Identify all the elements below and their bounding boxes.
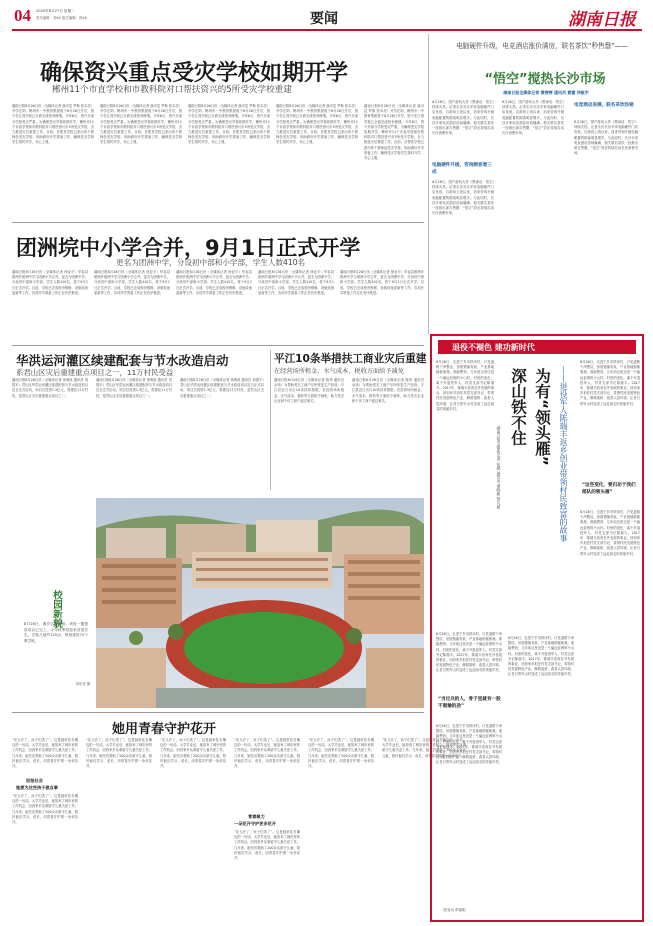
article-5-body-col1b: “花儿开了，孩子们笑了”。这是她常挂在嘴边的一句话。大学毕业后，她放弃了城市里的工作机会，回到家乡从事留守儿童关爱工作。几年来，她先后帮助了200余名留守儿童，陪伴他们学习、成长，用青春守护着一朵朵花开。 bbox=[12, 794, 78, 825]
feature-quote-2: “这些变化，要归功于我们部队的领头雁” bbox=[582, 483, 636, 495]
photo-label: 校园新貌 bbox=[51, 590, 62, 628]
article-1 bbox=[12, 34, 424, 220]
news-title: “悟空”搅热长沙市场 bbox=[484, 72, 606, 87]
photo-caption: 8月26日，湘乡弘毅学校。该校一期建设项目已完工，今年秋季将迎来首批学生。学校占地约120亩，规划建设72个教学班。 bbox=[24, 622, 88, 643]
news-body-col3: 8月26日，国产游戏大作《黑神话：悟空》持续火热。记者走访长沙多家电脑硬件门店发现，自游戏上线以来，前来咨询升级电脑配置的顾客明显增多。与此同时，长沙多家电竞酒店房间爆满，相关联名茶饮一经推出即告售罄，“悟空”效应持续拉动长沙消费市场。 bbox=[574, 120, 638, 156]
news-body-col2: 8月26日，国产游戏大作《黑神话：悟空》持续火热。记者走访长沙多家电脑硬件门店发现，自游戏上线以来，前来咨询升级电脑配置的顾客明显增多。与此同时，长沙多家电竞酒店房间爆满，相关联名茶饮一经推出即告售罄，“悟空”效应持续拉动长沙消费市场。 bbox=[502, 100, 564, 136]
article-2-subtitle: 更名为团洲中学，分设初中部和小学部，学生人数410名 bbox=[116, 258, 306, 267]
article-2-body-col1: 湖南日报8月26日讯（全媒体记者 徐亚平）华容县团洲乡团洲中学与团洲小学合并，更名为团洲中学，分设初中部和小学部，学生人数410名，将于9月1日正式开学。目前，学校已完成校舍维修、设施设备更新等工作，各项开学准备工作正在有序推进。 bbox=[12, 270, 88, 295]
divider-3 bbox=[270, 350, 271, 490]
article-1-body-col5: 湖南日报8月26日讯（全媒体记者 谢可昆 罗斯 张本亮）开学在即，郴州市一中教育集团将于8月28日开学，资兴东江湾学校已全面完成校舍修缮。今年8月，资兴市部分学校受灾严重。为确保受灾学校如期开学，郴州市11个市直学校和市教科院对口帮扶资兴市5所受灾学校，全力推进灾后重建工作。目前，各帮扶学校已派出骨干教师赴受灾学校，协助做好开学准备工作，确保受灾学校学生按时开学、安心上课。 bbox=[364, 104, 424, 161]
article-3-title: 华洪运河灌区续建配套与节水改造启动 bbox=[16, 353, 229, 368]
article-2-body-col3: 湖南日报8月26日讯（全媒体记者 徐亚平）华容县团洲乡团洲中学与团洲小学合并，更名为团洲中学，分设初中部和小学部，学生人数410名，将于9月1日正式开学。目前，学校已完成校舍维修、设施设备更新等工作，各项开学准备工作正在有序推进。 bbox=[176, 270, 252, 295]
divider-4 bbox=[12, 712, 424, 713]
feature-body-col2: 8月26日，走进宁乡市铁冲村，只见道路干净整洁，房屋错落有致，产业基地郁郁葱葱。谁能想到，几年前这里还是一个偏远贫困的小山村。村里的变化，离不开退役军人、村党支部书记陈瑞丰。2017年，陈瑞丰放弃在外发展的事业，回到家乡担任村党支部书记，带领村民发展特色产业，修路架桥、改善人居环境，让昔日的穷山村变成了远近闻名的美丽乡村。 bbox=[508, 636, 574, 677]
news-section-1: 电脑硬件升级，咨询顾客增三成 bbox=[432, 163, 492, 175]
feature-body-col1b: 8月26日，走进宁乡市铁冲村，只见道路干净整洁，房屋错落有致，产业基地郁郁葱葱。谁能想到，几年前这里还是一个偏远贫困的小山村。村里的变化，离不开退役军人、村党支部书记陈瑞丰。2017年，陈瑞丰放弃在外发展的事业，回到家乡担任村党支部书记，带领村民发展特色产业，修路架桥、改善人居环境，让昔日的穷山村变成了远近闻名的美丽乡村。 bbox=[436, 632, 502, 673]
photo-block bbox=[12, 498, 424, 711]
article-2-title: 团洲垸中小学合并，9月1日正式开学 bbox=[16, 236, 361, 260]
article-1-body-col4: 湖南日报8月26日讯（全媒体记者 谢可昆 罗斯 张本亮）开学在即，郴州市一中教育集团将于8月28日开学，资兴东江湾学校已全面完成校舍修缮。今年8月，资兴市部分学校受灾严重。为确保受灾学校如期开学，郴州市11个市直学校和市教科院对口帮扶资兴市5所受灾学校，全力推进灾后重建工作。目前，各帮扶学校已派出骨干教师赴受灾学校，协助做好开学准备工作，确保受灾学校学生按时开学、安心上课。 bbox=[276, 104, 358, 145]
article-5-head-2: 她愿为这些孩子做点事 bbox=[16, 785, 58, 790]
article-1-subtitle: 郴州11个市直学校和市教科院对口帮扶资兴的5所受灾学校重建 bbox=[52, 85, 292, 95]
divider-1 bbox=[12, 222, 424, 223]
feature-byline: 湖南日报全媒体记者 张斌 通讯员 谭晓彬 曾凡斌 bbox=[497, 426, 502, 509]
article-5-body-col5: “花儿开了，孩子们笑了”。这是她常挂在嘴边的一句话。大学毕业后，她放弃了城市里的工作机会，回到家乡从事留守儿童关爱工作。几年来，她先后帮助了200余名留守儿童，陪伴他们学习、成长，用青春守护着一朵朵花开。 bbox=[308, 738, 374, 769]
article-1-body-col2: 湖南日报8月26日讯（全媒体记者 谢可昆 罗斯 张本亮）开学在即，郴州市一中教育集团将于8月28日开学，资兴东江湾学校已全面完成校舍修缮。今年8月，资兴市部分学校受灾严重。为确保受灾学校如期开学，郴州市11个市直学校和市教科院对口帮扶资兴市5所受灾学校，全力推进灾后重建工作。目前，各帮扶学校已派出骨干教师赴受灾学校，协助做好开学准备工作，确保受灾学校学生按时开学、安心上课。 bbox=[100, 104, 182, 145]
editors-line: 责任编辑：刘XX 版式编辑：郭XX bbox=[36, 16, 88, 20]
news-section-2: 电竞酒店房满，联名茶饮热销 bbox=[574, 103, 634, 108]
feature-subtitle: ——退役军人陈瑞丰返乡创业带领村民致富的故事 bbox=[559, 366, 568, 542]
feature-body-col1a: 8月26日，走进宁乡市铁冲村，只见道路干净整洁，房屋错落有致，产业基地郁郁葱葱。谁能想到，几年前这里还是一个偏远贫困的小山村。村里的变化，离不开退役军人、村党支部书记陈瑞丰。2017年，陈瑞丰放弃在外发展的事业，回到家乡担任村党支部书记，带领村民发展特色产业，修路架桥、改善人居环境，让昔日的穷山村变成了远近闻名的美丽乡村。 bbox=[436, 360, 494, 411]
campus-photo bbox=[96, 498, 424, 708]
article-5-body-col6: “花儿开了，孩子们笑了”。这是她常挂在嘴边的一句话。大学毕业后，她放弃了城市里的工作机会，回到家乡从事留守儿童关爱工作。几年来，她先后帮助了200余名留守儿童，陪伴他们学习、成长，用青春守护着一朵朵花开。 bbox=[382, 738, 466, 758]
feature-title-2: 为有“领头雁” bbox=[533, 368, 551, 466]
article-5-body-col4b: “花儿开了，孩子们笑了”。这是她常挂在嘴边的一句话。大学毕业后，她放弃了城市里的工作机会，回到家乡从事留守儿童关爱工作。几年来，她先后帮助了200余名留守儿童，陪伴他们学习、成长，用青春守护着一朵朵花开。 bbox=[234, 830, 300, 861]
news-body-col1a: 8月26日，国产游戏大作《黑神话：悟空》持续火热。记者走访长沙多家电脑硬件门店发现，自游戏上线以来，前来咨询升级电脑配置的顾客明显增多。与此同时，长沙多家电竞酒店房间爆满，相关联名茶饮一经推出即告售罄，“悟空”效应持续拉动长沙消费市场。 bbox=[432, 100, 494, 136]
article-5-body-col1: “花儿开了，孩子们笑了”。这是她常挂在嘴边的一句话。大学毕业后，她放弃了城市里的工作机会，回到家乡从事留守儿童关爱工作。几年来，她先后帮助了200余名留守儿童，陪伴他们学习、成长，用青春守护着一朵朵花开。 bbox=[12, 738, 78, 769]
feature-body-col3b: 8月26日，走进宁乡市铁冲村，只见道路干净整洁，房屋错落有致，产业基地郁郁葱葱。谁能想到，几年前这里还是一个偏远贫困的小山村。村里的变化，离不开退役军人、村党支部书记陈瑞丰。2017年，陈瑞丰放弃在外发展的事业，回到家乡担任村党支部书记，带领村民发展特色产业，修路架桥、改善人居环境，让昔日的穷山村变成了远近闻名的美丽乡村。 bbox=[580, 510, 640, 556]
article-5-body-col3: “花儿开了，孩子们笑了”。这是她常挂在嘴边的一句话。大学毕业后，她放弃了城市里的工作机会，回到家乡从事留守儿童关爱工作。几年来，她先后帮助了200余名留守儿童，陪伴他们学习、成长，用青春守护着一朵朵花开。 bbox=[160, 738, 226, 769]
article-4-body-col2: 湖南日报8月26日讯（全媒体记者 陈昂 通讯员 余伟）为帮助受灾工商户尽快恢复生产经营，平江县近日出台10条扶持措施，在经营场所租金、水气成本、税收等方面给予减免，助力受灾企业和个体工商户渡过难关。 bbox=[352, 378, 424, 403]
article-2-body-col4: 湖南日报8月26日讯（全媒体记者 徐亚平）华容县团洲乡团洲中学与团洲小学合并，更名为团洲中学，分设初中部和小学部，学生人数410名，将于9月1日正式开学。目前，学校已完成校舍维修、设施设备更新等工作，各项开学准备工作正在有序推进。 bbox=[258, 270, 334, 295]
feature-title-1: 深山铁不住 bbox=[509, 368, 527, 446]
feature-box bbox=[430, 334, 644, 922]
article-2-body-col2: 湖南日报8月26日讯（全媒体记者 徐亚平）华容县团洲乡团洲中学与团洲小学合并，更名为团洲中学，分设初中部和小学部，学生人数410名，将于9月1日正式开学。目前，学校已完成校舍维修、设施设备更新等工作，各项开学准备工作正在有序推进。 bbox=[94, 270, 170, 295]
article-5-body-col4a: “花儿开了，孩子们笑了”。这是她常挂在嘴边的一句话。大学毕业后，她放弃了城市里的工作机会，回到家乡从事留守儿童关爱工作。几年来，她先后帮助了200余名留守儿童，陪伴他们学习、成长，用青春守护着一朵朵花开。 bbox=[234, 738, 300, 769]
article-5-body-col2: “花儿开了，孩子们笑了”。这是她常挂在嘴边的一句话。大学毕业后，她放弃了城市里的工作机会，回到家乡从事留守儿童关爱工作。几年来，她先后帮助了200余名留守儿童，陪伴他们学习、成长，用青春守护着一朵朵花开。 bbox=[86, 738, 152, 769]
page-header bbox=[0, 0, 653, 30]
news-kicker: 电脑硬件升级，电竞酒店涨价满房，联名茶饮“秒售罄”—— bbox=[456, 42, 628, 50]
feature-body-col3: 8月26日，走进宁乡市铁冲村，只见道路干净整洁，房屋错落有致，产业基地郁郁葱葱。谁能想到，几年前这里还是一个偏远贫困的小山村。村里的变化，离不开退役军人、村党支部书记陈瑞丰。2017年，陈瑞丰放弃在外发展的事业，回到家乡担任村党支部书记，带领村民发展特色产业，修路架桥、改善人居环境，让昔日的穷山村变成了远近闻名的美丽乡村。 bbox=[580, 360, 640, 406]
article-3-subtitle: 系君山区灾后重建重点项目之一，11万村民受益 bbox=[16, 368, 174, 377]
article-1-body-col3: 湖南日报8月26日讯（全媒体记者 谢可昆 罗斯 张本亮）开学在即，郴州市一中教育集团将于8月28日开学，资兴东江湾学校已全面完成校舍修缮。今年8月，资兴市部分学校受灾严重。为确保受灾学校如期开学，郴州市11个市直学校和市教科院对口帮扶资兴市5所受灾学校，全力推进灾后重建工作。目前，各帮扶学校已派出骨干教师赴受灾学校，协助做好开学准备工作，确保受灾学校学生按时开学、安心上课。 bbox=[188, 104, 270, 145]
article-4 bbox=[274, 348, 427, 498]
news-body-col1b: 8月26日，国产游戏大作《黑神话：悟空》持续火热。记者走访长沙多家电脑硬件门店发现，自游戏上线以来，前来咨询升级电脑配置的顾客明显增多。与此同时，长沙多家电竞酒店房间爆满，相关联名茶饮一经推出即告售罄，“悟空”效应持续拉动长沙消费市场。 bbox=[432, 180, 494, 216]
article-4-subtitle: 在经营场所租金、水气成本、税收方面给予减免 bbox=[274, 368, 404, 375]
header-rule bbox=[12, 29, 642, 31]
page-number: 04 bbox=[14, 6, 31, 25]
section-title: 要闻 bbox=[310, 12, 338, 27]
article-1-body-col1: 湖南日报8月26日讯（全媒体记者 谢可昆 罗斯 张本亮）开学在即，郴州市一中教育集团将于8月28日开学，资兴东江湾学校已全面完成校舍修缮。今年8月，资兴市部分学校受灾严重。为确保受灾学校如期开学，郴州市11个市直学校和市教科院对口帮扶资兴市5所受灾学校，全力推进灾后重建工作。目前，各帮扶学校已派出骨干教师赴受灾学校，协助做好开学准备工作，确保受灾学校学生按时开学、安心上课。 bbox=[12, 104, 94, 145]
news-byline: 湖南日报全媒体记者 黄婷婷 通讯员 黄蕾 仲航宇 bbox=[503, 90, 589, 95]
article-2 bbox=[12, 226, 424, 354]
photo-credit: 刘东亮 摄 bbox=[75, 682, 90, 686]
divider-2 bbox=[12, 345, 424, 346]
feature-body-col1c: 8月26日，走进宁乡市铁冲村，只见道路干净整洁，房屋错落有致，产业基地郁郁葱葱。谁能想到，几年前这里还是一个偏远贫困的小山村。村里的变化，离不开退役军人、村党支部书记陈瑞丰。2017年，陈瑞丰放弃在外发展的事业，回到家乡担任村党支部书记，带领村民发展特色产业，修路架桥、改善人居环境，让昔日的穷山村变成了远近闻名的美丽乡村。 bbox=[436, 724, 502, 765]
masthead-logo: 湖南日报 bbox=[568, 10, 636, 29]
date-line: 2020年8月27日 星期二 bbox=[36, 9, 75, 13]
news-right bbox=[432, 34, 642, 332]
article-3-body-col1: 湖南日报8月26日讯（全媒体记者 徐典波 通讯员 刘国平）君山区华洪运河灌区续建配套与节水改造项目近日正式启动，项目总投资1.3亿元，将惠及11万村民，是君山区灾后重建重点项目之一。 bbox=[12, 378, 88, 398]
article-4-title: 平江10条举措扶工商业灾后重建 bbox=[274, 353, 427, 365]
divider-5 bbox=[428, 34, 429, 334]
article-5-head-3: 青春聚力 bbox=[248, 814, 265, 819]
article-5 bbox=[12, 716, 470, 922]
article-5-head-4: 一朵花开守护更多花开 bbox=[234, 821, 276, 826]
feature-banner-text: 退役不褪色 建功新时代 bbox=[452, 343, 535, 352]
article-3 bbox=[12, 348, 268, 498]
article-5-head-1: 回报社会 bbox=[26, 778, 43, 783]
feature-banner bbox=[438, 340, 636, 354]
article-3-body-col3: 湖南日报8月26日讯（全媒体记者 徐典波 通讯员 刘国平）君山区华洪运河灌区续建配套与节水改造项目近日正式启动，项目总投资1.3亿元，将惠及11万村民，是君山区灾后重建重点项目之一。 bbox=[180, 378, 264, 398]
article-2-body-col5: 湖南日报8月26日讯（全媒体记者 徐亚平）华容县团洲乡团洲中学与团洲小学合并，更名为团洲中学，分设初中部和小学部，学生人数410名，将于9月1日正式开学。目前，学校已完成校舍维修、设施设备更新等工作，各项开学准备工作正在有序推进。 bbox=[340, 270, 424, 295]
article-5-title: 她用青春守护花开 bbox=[112, 722, 217, 737]
article-1-title: 确保资兴重点受灾学校如期开学 bbox=[40, 60, 349, 85]
article-3-body-col2: 湖南日报8月26日讯（全媒体记者 徐典波 通讯员 刘国平）君山区华洪运河灌区续建配套与节水改造项目近日正式启动，项目总投资1.3亿元，将惠及11万村民，是君山区灾后重建重点项目之一。 bbox=[96, 378, 172, 398]
article-5-credit: （张亚兵 李春晓） bbox=[440, 908, 468, 912]
feature-quote-1: “当过兵的人，骨子里就有一股不服输的劲” bbox=[438, 697, 501, 709]
article-4-body-col1: 湖南日报8月26日讯（全媒体记者 陈昂 通讯员 余伟）为帮助受灾工商户尽快恢复生产经营，平江县近日出台10条扶持措施，在经营场所租金、水气成本、税收等方面给予减免，助力受灾企业和个体工商户渡过难关。 bbox=[274, 378, 344, 403]
